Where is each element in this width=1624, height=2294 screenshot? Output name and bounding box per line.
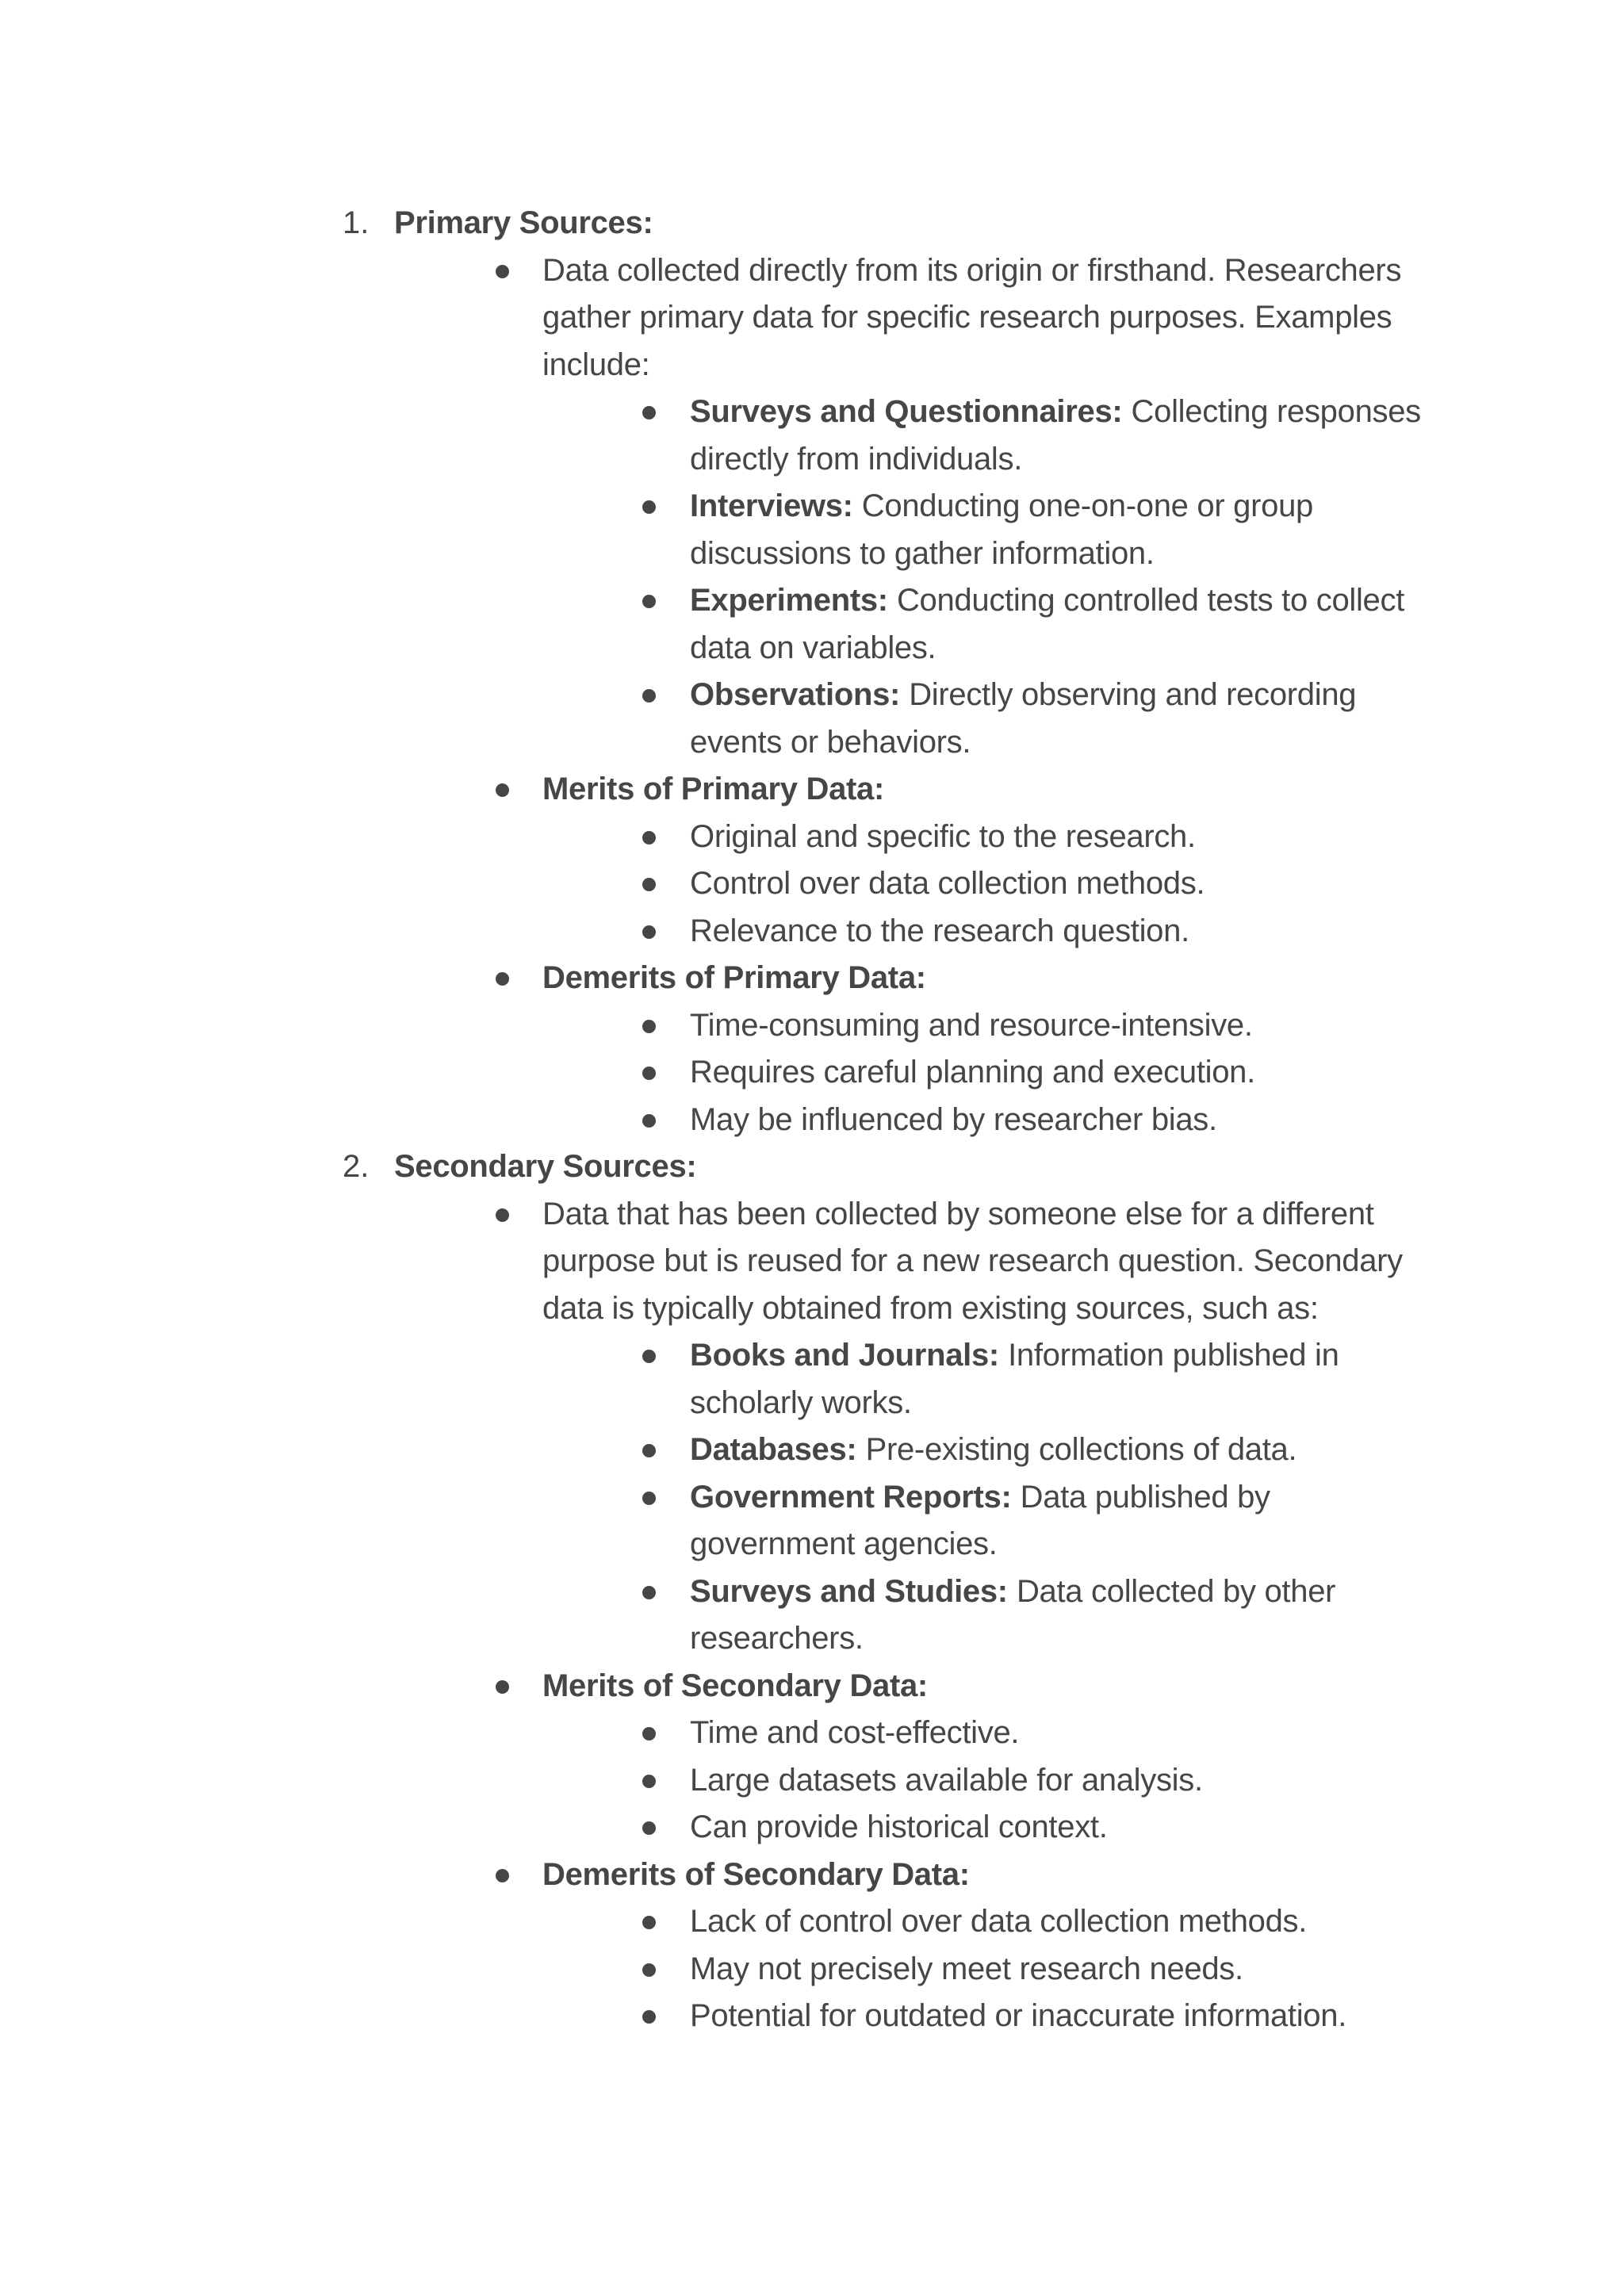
merit-text: Relevance to the research question.	[690, 913, 1189, 948]
bullet-icon	[642, 500, 656, 514]
bullet-icon	[642, 2010, 656, 2024]
section-heading	[0, 1143, 1624, 1191]
document-body	[0, 200, 1624, 2040]
demerits-heading	[0, 1852, 1443, 1899]
bullet-icon	[642, 1114, 656, 1128]
merit-text: Large datasets available for analysis.	[690, 1762, 1203, 1798]
list-item	[0, 814, 1443, 861]
item-term: Observations:	[690, 677, 901, 712]
section-title: Primary Sources:	[394, 205, 653, 240]
list-item	[0, 1002, 1443, 1050]
section-intro	[0, 247, 1443, 389]
item-term: Books and Journals:	[690, 1338, 999, 1373]
demerit-text: Requires careful planning and execution.	[690, 1055, 1255, 1090]
bullet-icon	[642, 1821, 656, 1835]
merit-text: Can provide historical context.	[690, 1810, 1108, 1844]
demerit-text: Lack of control over data collection methods.	[690, 1904, 1308, 1939]
list-item	[0, 1427, 1443, 1474]
list-item	[0, 483, 1443, 577]
bullet-icon	[642, 689, 656, 703]
demerits-title: Demerits of Secondary Data:	[542, 1856, 970, 1892]
demerits-title: Demerits of Primary Data:	[542, 960, 926, 995]
list-item	[0, 1993, 1443, 2040]
bullet-icon	[642, 1444, 656, 1457]
bullet-icon	[642, 1727, 656, 1741]
list-item	[0, 1474, 1443, 1568]
bullet-icon	[642, 1020, 656, 1033]
item-desc: Pre-existing collections of data.	[865, 1432, 1297, 1467]
bullet-icon	[496, 1208, 509, 1222]
bullet-icon	[642, 1492, 656, 1505]
section-title: Secondary Sources:	[394, 1149, 697, 1184]
list-item	[0, 1804, 1443, 1852]
section-intro	[0, 1191, 1443, 1333]
list-item	[0, 1946, 1443, 1993]
item-term: Surveys and Questionnaires:	[690, 394, 1123, 429]
merit-text: Control over data collection methods.	[690, 866, 1205, 901]
bullet-icon	[496, 1680, 509, 1694]
item-desc: Conducting controlled tests to collect data on variables.	[690, 583, 1405, 665]
item-desc: Data collected by other researchers.	[690, 1573, 1336, 1656]
list-item	[0, 1097, 1443, 1144]
merits-heading	[0, 766, 1443, 814]
list-item	[0, 389, 1443, 483]
bullet-icon	[642, 1067, 656, 1080]
item-term: Interviews:	[690, 488, 853, 523]
item-term: Surveys and Studies:	[690, 1573, 1008, 1609]
demerit-text: May not precisely meet research needs.	[690, 1951, 1243, 1986]
intro-text: Data that has been collected by someone else for a different purpose but is reused for a new research question. Secondary data is typically obtained from existing sources, such as:	[542, 1196, 1403, 1326]
list-item	[0, 577, 1443, 672]
bullet-icon	[642, 1350, 656, 1363]
bullet-icon	[642, 1963, 656, 1977]
bullet-icon	[642, 878, 656, 891]
bullet-icon	[496, 783, 509, 797]
bullet-icon	[642, 406, 656, 419]
demerit-text: May be influenced by researcher bias.	[690, 1101, 1217, 1137]
item-desc: Directly observing and recording events or behaviors.	[690, 677, 1357, 760]
section-heading	[0, 200, 1624, 247]
list-item	[0, 860, 1443, 908]
list-number: 1.	[343, 205, 370, 240]
bullet-icon	[642, 595, 656, 608]
list-item	[0, 1898, 1443, 1946]
merit-text: Original and specific to the research.	[690, 818, 1196, 854]
list-item	[0, 908, 1443, 956]
list-item	[0, 1710, 1443, 1757]
intro-text: Data collected directly from its origin or firsthand. Researchers gather primary data for specific research purposes. Examples include:	[542, 252, 1402, 382]
bullet-icon	[496, 265, 509, 278]
merits-title: Merits of Secondary Data:	[542, 1668, 928, 1703]
list-item	[0, 1757, 1443, 1805]
bullet-icon	[642, 1586, 656, 1599]
demerits-heading	[0, 955, 1443, 1002]
item-desc: Data published by government agencies.	[690, 1479, 1270, 1561]
list-item	[0, 1332, 1443, 1427]
bullet-icon	[642, 831, 656, 844]
item-term: Databases:	[690, 1432, 857, 1467]
bullet-icon	[496, 972, 509, 986]
item-desc: Collecting responses directly from individuals.	[690, 394, 1421, 477]
list-item	[0, 672, 1443, 766]
bullet-icon	[642, 1916, 656, 1929]
list-item	[0, 1568, 1443, 1663]
demerit-text: Time-consuming and resource-intensive.	[690, 1007, 1253, 1043]
item-term: Government Reports:	[690, 1479, 1012, 1515]
demerit-text: Potential for outdated or inaccurate information.	[690, 1998, 1347, 2033]
item-desc: Conducting one-on-one or group discussions to gather information.	[690, 488, 1313, 571]
merits-title: Merits of Primary Data:	[542, 772, 885, 806]
bullet-icon	[642, 1775, 656, 1788]
list-number: 2.	[343, 1149, 370, 1184]
item-term: Experiments:	[690, 583, 888, 618]
merits-heading	[0, 1663, 1443, 1710]
list-item	[0, 1049, 1443, 1097]
item-desc: Information published in scholarly works.	[690, 1338, 1339, 1420]
bullet-icon	[496, 1869, 509, 1882]
bullet-icon	[642, 925, 656, 939]
merit-text: Time and cost-effective.	[690, 1715, 1020, 1750]
